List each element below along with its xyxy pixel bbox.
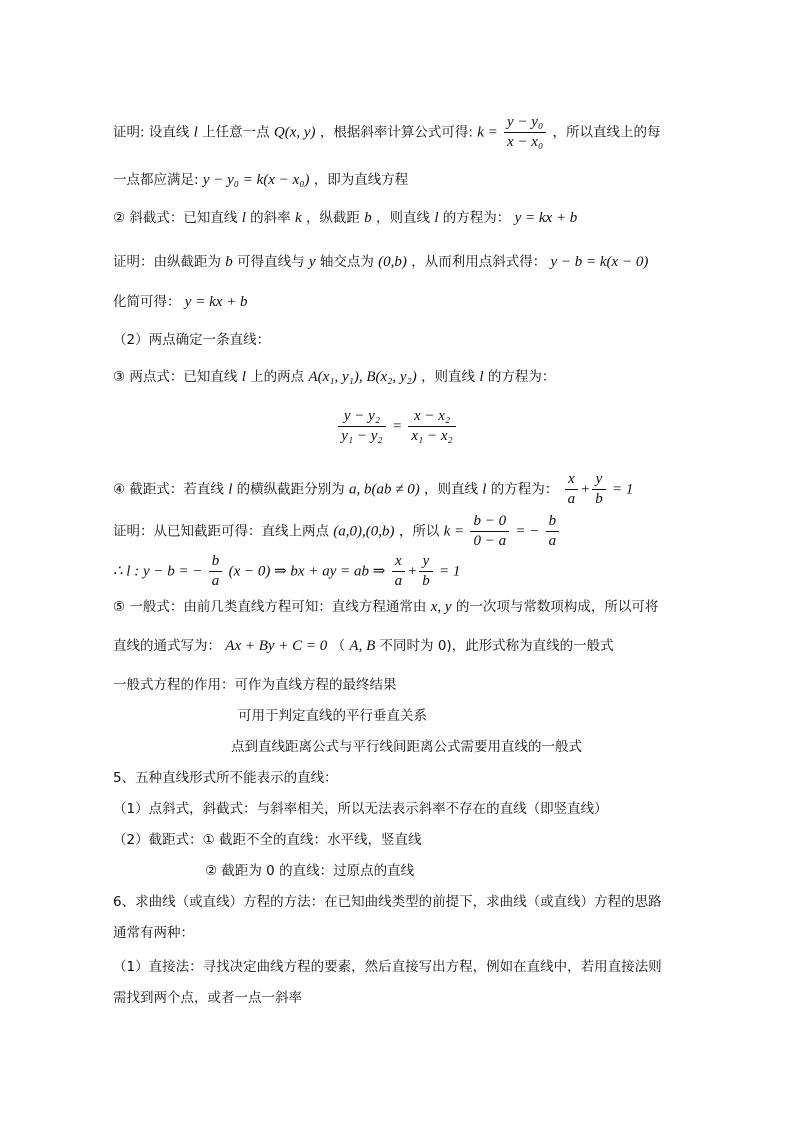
text: ，纵截距 [305,210,360,226]
fraction-y-over-b [592,470,606,509]
math-xy: x, y [430,599,452,615]
section-6-item-1: （1）直接法：寻找决定曲线方程的要素，然后直接写出方程，例如在直线中，若用直接法则 [113,959,662,975]
fraction-x [408,407,455,446]
two-point-equation [0,407,794,446]
general-form-cont [113,636,614,656]
text: 可得直线与 [237,254,305,270]
fraction-numerator: y [419,552,433,572]
section-5-item-2b: ② 截距为 0 的直线：过原点的直线 [205,863,415,879]
fraction-denominator: x − x₀ [507,134,544,150]
math-l: l [193,124,198,141]
fraction-numerator: b − 0 [470,512,509,532]
math-k: k [294,210,302,226]
text: 化简可得： [113,294,181,310]
proof-point-slope-line [113,113,660,152]
section-6-heading: 6、求曲线（或直线）方程的方法：在已知曲线类型的前提下，求曲线（或直线）方程的思路 [113,894,662,910]
text: ，即为直线方程 [313,172,409,188]
math-l: l [482,481,487,498]
fraction-x-over-a [565,470,579,509]
proof-intercept-derivation [113,552,460,591]
math-k: k = [443,523,465,540]
fraction-numerator: x − x₂ [408,407,455,427]
text: 不同时为 0)，此形式称为直线的一般式 [379,638,614,654]
general-form-role-3: 点到直线距离公式与平行线间距离公式需要用直线的一般式 [231,739,582,755]
text: 的横纵截距分别为 [236,481,345,498]
section-5-heading: 5、五种直线形式所不能表示的直线： [113,770,338,786]
general-form-role-1: 一般式方程的作用：可作为直线方程的最终结果 [113,677,397,693]
math-points: (a,0),(0,b) [333,523,395,540]
general-form-role-2: 可用于判定直线的平行垂直关系 [238,708,427,724]
text: ，则直线 [376,210,431,226]
two-point-form [113,367,555,387]
fraction-numerator: y [592,470,606,490]
text: ④ 截距式：若直线 [113,481,224,498]
fraction-numerator: x [565,470,579,490]
text: ，所以 [398,523,440,540]
text: 的斜率 [250,210,291,226]
fraction-denominator: b [422,573,430,589]
math-derivation: (x − 0) ⇒ bx + ay = ab ⇒ [228,563,386,580]
text: 证明: 设直线 [113,124,190,141]
text: ，从而利用点斜式得： [411,254,547,270]
fraction-numerator: y − y₀ [504,113,546,133]
math-equation: Ax + By + C = 0 [225,638,328,654]
text: （ [331,638,346,654]
simplify-line [113,292,248,312]
text: 证明：由纵截距为 [113,254,221,270]
math-y: y [308,254,316,270]
text: ③ 两点式：已知直线 [113,369,238,385]
fraction-denominator: a [567,491,576,507]
section-two-points-heading: （2）两点确定一条直线： [113,332,271,348]
section-5-item-1: （1）点斜式，斜截式：与斜率相关，所以无法表示斜率不存在的直线（即竖直线） [113,801,608,817]
proof-point-slope-cont [113,170,408,190]
equals-one: = 1 [611,481,634,498]
text: ，所以直线上的每 [552,124,661,141]
slope-intercept-form [113,208,577,228]
fraction-numerator: b [209,552,223,572]
text: 的方程为： [487,369,556,385]
math-b: b [225,254,233,270]
math-equation: y = kx + b [184,294,248,310]
math-l: l [479,369,484,385]
fraction-denominator: a [548,533,557,549]
equals-sign: = [391,418,403,435]
text: 轴交点为 [319,254,374,270]
fraction-numerator: x [392,552,406,572]
math-b: b [364,210,372,226]
fraction-y [338,407,385,446]
math-l: l [241,210,246,226]
section-6-heading-cont: 通常有两种： [113,925,194,941]
text: ，则直线 [424,481,478,498]
proof-intercept [113,512,561,551]
math-k: k = [477,124,498,141]
fraction-denominator: 0 − a [473,533,507,549]
fraction-denominator: y₁ − y₂ [341,428,383,444]
text: 的方程为： [442,210,511,226]
section-5-item-2: （2）截距式：① 截距不全的直线：水平线，竖直线 [113,832,422,848]
section-6-item-1-cont: 需找到两个点，或者一点一斜率 [113,990,302,1006]
math-equation: y − y₀ = k(x − x₀) [202,172,310,188]
math-equation: y = kx + b [514,210,578,226]
text: 上的两点 [250,369,305,385]
slope-fraction [504,113,546,152]
fraction-numerator: y − y₂ [338,407,385,427]
proof-slope-intercept [113,252,648,272]
text: ② 斜截式：已知直线 [113,210,238,226]
text: ，则直线 [421,369,476,385]
text: 上任意一点 [202,124,270,141]
text: 证明：从已知截距可得：直线上两点 [113,523,329,540]
math-point-q: Q(x, y) [273,124,316,141]
math-equation: y − b = k(x − 0) [550,254,649,270]
math-l: l [434,210,439,226]
fraction-denominator: a [211,573,220,589]
plus-sign: + [580,481,591,498]
plus-sign: + [407,563,418,580]
fraction-denominator: a [394,573,403,589]
math-ab: A, B [349,638,376,654]
fraction-b-over-a [546,512,560,551]
general-form [113,597,658,617]
fraction-b-over-a [209,552,223,591]
text: ⑤ 一般式：由前几类直线方程可知：直线方程通常由 [113,599,427,615]
math-intercepts: a, b(ab ≠ 0) [348,481,420,498]
equals-minus: = − [515,523,540,540]
fraction-denominator: b [595,491,603,507]
math-l: l [228,481,233,498]
text: 的一次项与常数项构成，所以可将 [455,599,659,615]
fraction-x-over-a [392,552,406,591]
text: 的方程为： [490,481,559,498]
intercept-form [113,470,633,509]
text: ，根据斜率计算公式可得: [319,124,473,141]
fraction-slope [470,512,509,551]
equals-one: = 1 [439,563,461,580]
fraction-denominator: x₁ − x₂ [411,428,453,444]
text: 一点都应满足: [113,172,199,188]
math-point: (0,b) [378,254,407,270]
fraction-y-over-b [419,552,433,591]
fraction-numerator: b [546,512,560,532]
text: 直线的通式写为： [113,638,221,654]
math-points: A(x₁, y₁), B(x₂, y₂) [308,369,417,385]
math-l: l [241,369,246,385]
math-line-l: ∴ l : y − b = − [113,563,203,580]
